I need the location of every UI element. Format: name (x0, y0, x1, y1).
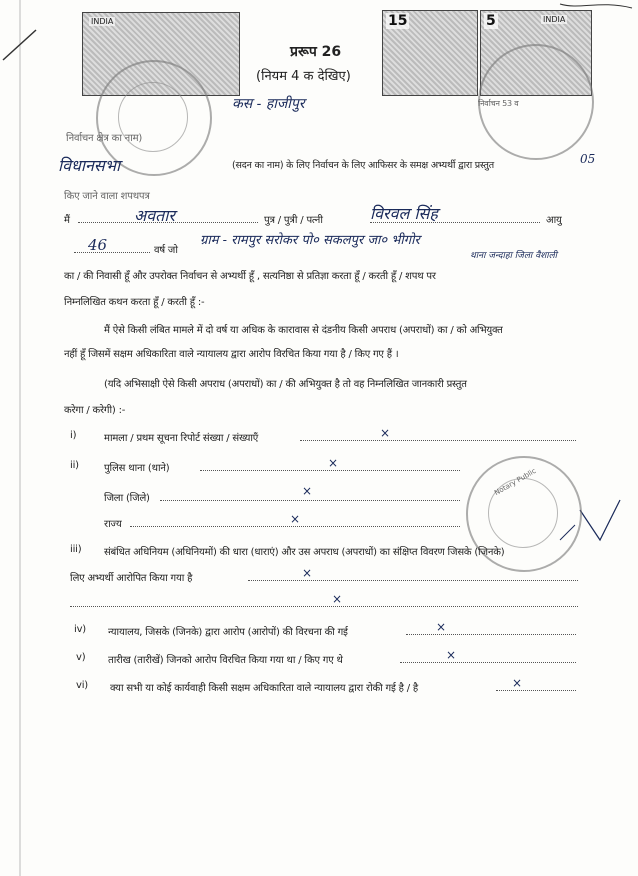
age-label: आयु (546, 215, 562, 226)
age-value: 46 (88, 236, 108, 254)
item-vi-cross: × (512, 676, 523, 690)
item-v-cross: × (446, 648, 457, 662)
item-iv-text: न्यायालय, जिसके (जिनके) द्वारा आरोप (आरोपों) की विरचना की गई (108, 627, 348, 638)
line6-text: निम्नलिखित कथन करता हूँ / करती हूँ :- (64, 297, 205, 308)
para1-line2: नहीं हूँ जिसमें सक्षम अधिकारिता वाले न्यायालय द्वारा आरोप विरचित किया गया है / किए गए हैं । (64, 349, 399, 360)
item-v-num: v) (76, 652, 86, 663)
item-iii-line (248, 580, 578, 581)
item-ii-cross: × (328, 456, 339, 470)
form-title: प्ररूप 26 (290, 44, 342, 60)
item-i-text: मामला / प्रथम सूचना रिपोर्ट संख्या / संख्याएँ (104, 433, 259, 444)
line1-text: (सदन का नाम) के लिए निर्वाचन के लिए आफिसर के समक्ष अभ्यर्थी द्वारा प्रस्तुत (232, 160, 494, 171)
line4-text: वर्ष जो (154, 245, 178, 256)
item-iii-text2: लिए अभ्यर्थी आरोपित किया गया है (70, 573, 193, 584)
item-i-line (300, 440, 576, 441)
item-iii-line2 (70, 606, 578, 607)
father-name: विरवल सिंह (370, 204, 438, 223)
serial-handwritten: कस - हाजीपुर (232, 96, 305, 112)
item-ii-district: जिला (जिले) (104, 493, 150, 504)
item-vi-text: क्या सभी या कोई कार्यवाही किसी सक्षम अधिकारिता वाले न्यायालय द्वारा रोकी गई है / है (110, 683, 418, 694)
item-iii-num: iii) (70, 544, 82, 555)
address-handwritten: ग्राम - रामपुर सरोकर पो० सकलपुर जा० भीगोर (200, 233, 420, 248)
line1-number: 05 (580, 152, 596, 166)
revenue-stamp-middle: 15 (382, 10, 478, 96)
constituency-handwritten: विधानसभा (58, 156, 121, 175)
item-ii-line (200, 470, 460, 471)
revenue-stamp-left: INDIA (82, 12, 240, 96)
affidavit-label: किए जाने वाला शपथपत्र (64, 191, 150, 202)
item-i-num: i) (70, 430, 77, 441)
item-vi-line (496, 690, 576, 691)
line3-prefix: मैं (64, 215, 70, 226)
line3-relation: पुत्र / पुत्री / पत्नी (264, 215, 323, 226)
item-iii-cross: × (302, 566, 313, 580)
item-iv-line (406, 634, 576, 635)
item-ii-state-line (130, 526, 460, 527)
deponent-name: अवतार (134, 206, 175, 225)
item-iv-num: iv) (74, 624, 86, 635)
item-ii-num: ii) (70, 460, 79, 471)
item-iv-cross: × (436, 620, 447, 634)
item-ii-district-line (160, 500, 460, 501)
form-subtitle: (नियम 4 क देखिए) (256, 69, 351, 84)
para2-line1: (यदि अभिसाक्षी ऐसे किसी अपराध (अपराधों) का / की अभियुक्त है तो वह निम्नलिखित जानकारी प्रस्तुत (104, 379, 467, 390)
revenue-stamp-right: 5 INDIA (480, 10, 592, 96)
para2-line2: करेगा / करेगी) :- (64, 405, 126, 416)
age-line (74, 252, 150, 253)
item-ii-text: पुलिस थाना (थाने) (104, 463, 170, 474)
line5-text: का / की निवासी हूँ और उपरोक्त निर्वाचन से अभ्यर्थी हूँ , सत्यनिष्ठा से प्रतिज्ञा करता हूँ / करती हूँ / शपथ पर (64, 271, 436, 282)
item-vi-num: vi) (76, 680, 88, 691)
item-v-text: तारीख (तारीखें) जिनको आरोप विरचित किया गया था / किए गए थे (108, 655, 343, 666)
constituency-label: निर्वाचन क्षेत्र का नाम) (66, 133, 143, 144)
item-i-cross: × (380, 426, 391, 440)
item-ii-district-cross: × (302, 484, 313, 498)
item-iii-text: संबंधित अधिनियम (अधिनियमों) की धारा (धाराएं) और उस अपराध (अपराधों) का संक्षिप्त विवरण जिसके (जिनके) (104, 547, 505, 558)
right-margin-mark: निर्वाचन 53 व (478, 99, 519, 108)
item-iii-cross2: × (332, 592, 343, 606)
item-ii-state-cross: × (290, 512, 301, 526)
address-handwritten-2: थाना जन्दाहा जिला वैशाली (470, 251, 557, 261)
notary-seal-text: Notary Public (493, 466, 538, 498)
para1-line1: मैं ऐसे किसी लंबित मामले में दो वर्ष या अधिक के कारावास से दंडनीय किसी अपराध (अपराधों) का / को अभियुक्त (104, 325, 503, 336)
item-v-line (400, 662, 576, 663)
item-ii-state: राज्य (104, 519, 122, 530)
